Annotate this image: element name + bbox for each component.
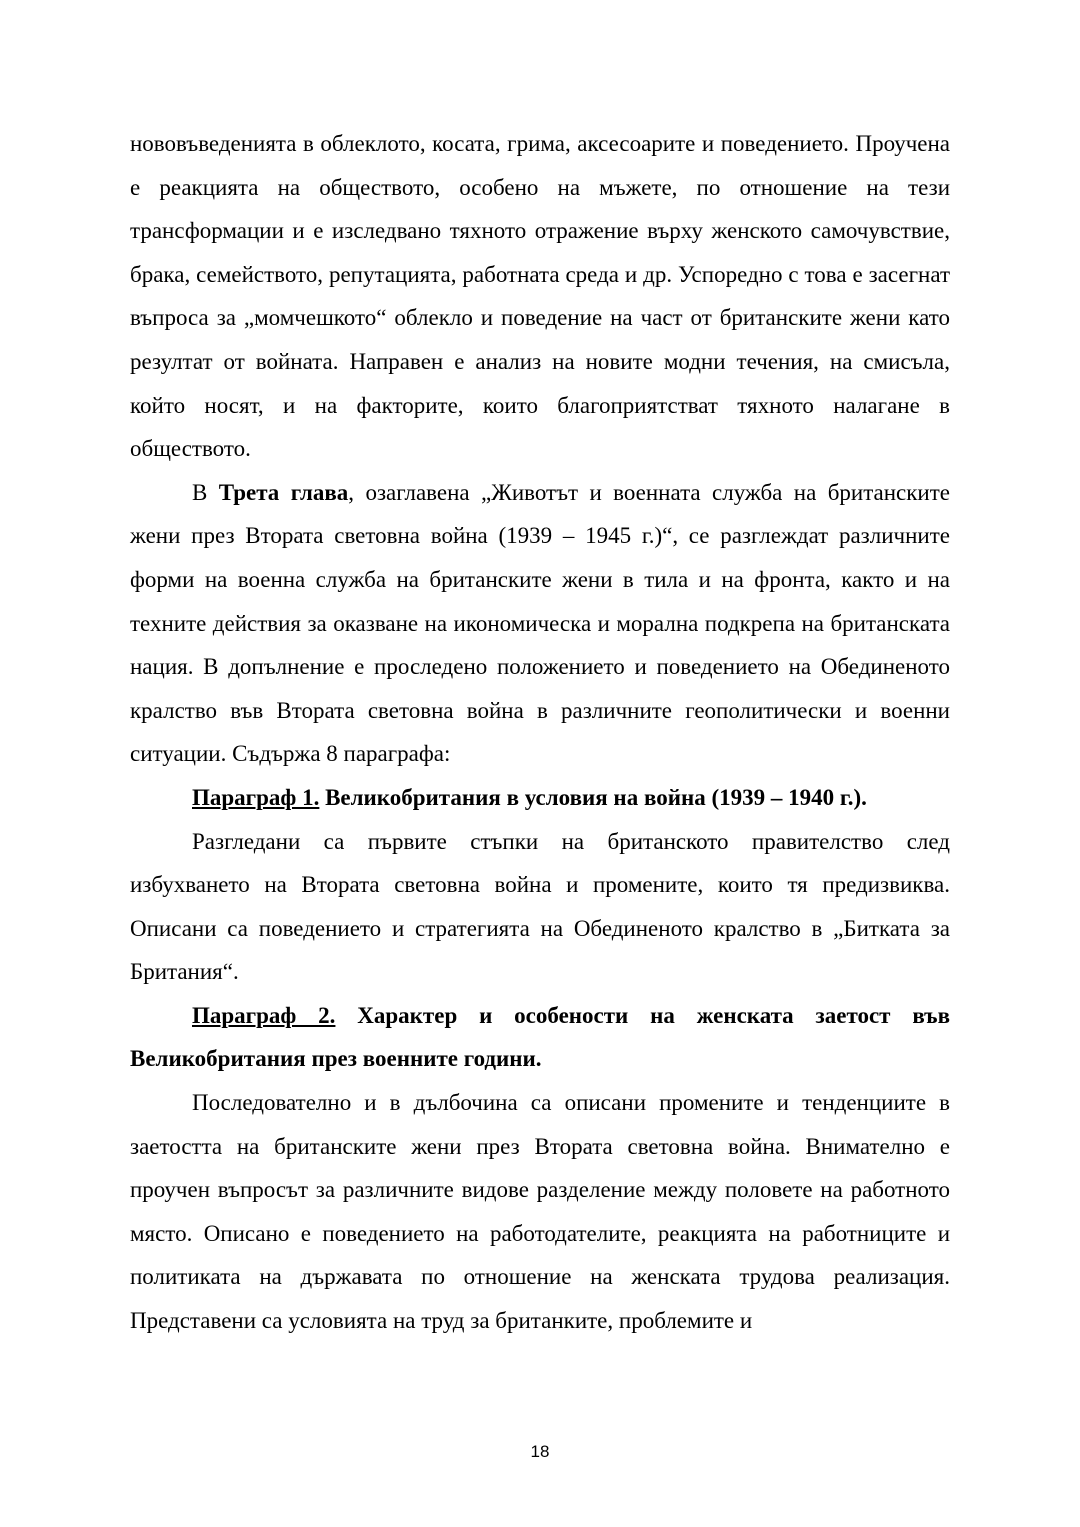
paragraph-chapter-three	[130, 471, 950, 776]
section-heading-2	[130, 994, 950, 1081]
section-1-body: Разгледани са първите стъпки на британското правителство след избухването на Втората световна война и промените, които тя предизвиква. Описани са поведението и стратегията на Обединеното кралство в „Битката за Британия“.	[130, 828, 950, 985]
chapter-three-prefix: В	[192, 479, 219, 505]
chapter-three-text: , озаглавена „Животът и военната служба на британските жени през Втората световна война (1939 – 1945 г.)“, се разглеждат различните форми на военна служба на британските жени в тила и на фронта, както и на техните действия за оказване на икономическа и морална подкрепа на британската нация. В допълнение е проследено положението и поведението на Обединеното кралство във Втората световна война в различните геополитически и военни ситуации. Съдържа 8 параграфа:	[130, 479, 951, 767]
section-1-title: Великобритания в условия на война (1939 – 1940 г.).	[319, 784, 867, 810]
body-text	[130, 122, 950, 1343]
section-2-title: Характер и особености на женската заетост във Великобритания през военните години.	[130, 1002, 950, 1072]
paragraph-intro: нововъведенията в облеклото, косата, грима, аксесоарите и поведението. Проучена е реакцията на обществото, особено на мъжете, по отношение на тези трансформации и е изследвано тяхното отражение върху женското самочувствие, брака, семейството, репутацията, работната среда и др. Успоредно с това е засегнат въпроса за „момчешкото“ облекло и поведение на част от британските жени като резултат от войната. Направен е анализ на новите модни течения, на смисъла, който носят, и на факторите, които благоприятстват тяхното налагане в обществото.	[130, 131, 950, 462]
section-heading-1	[130, 776, 950, 820]
section-1-label: Параграф 1.	[192, 784, 320, 810]
page-number: 18	[530, 1442, 550, 1461]
chapter-three-label: Трета глава	[218, 479, 349, 505]
section-2-label: Параграф 2.	[192, 1002, 336, 1028]
section-2-body: Последователно и в дълбочина са описани промените и тенденциите в заетостта на британските жени през Втората световна война. Внимателно е проучен въпросът за различните видове разделение между половете на работното място. Описано е поведението на работодателите, реакцията на работниците и политиката на държавата по отношение на женската трудова реализация. Представени са условията на труд за британките, проблемите и	[130, 1090, 950, 1334]
